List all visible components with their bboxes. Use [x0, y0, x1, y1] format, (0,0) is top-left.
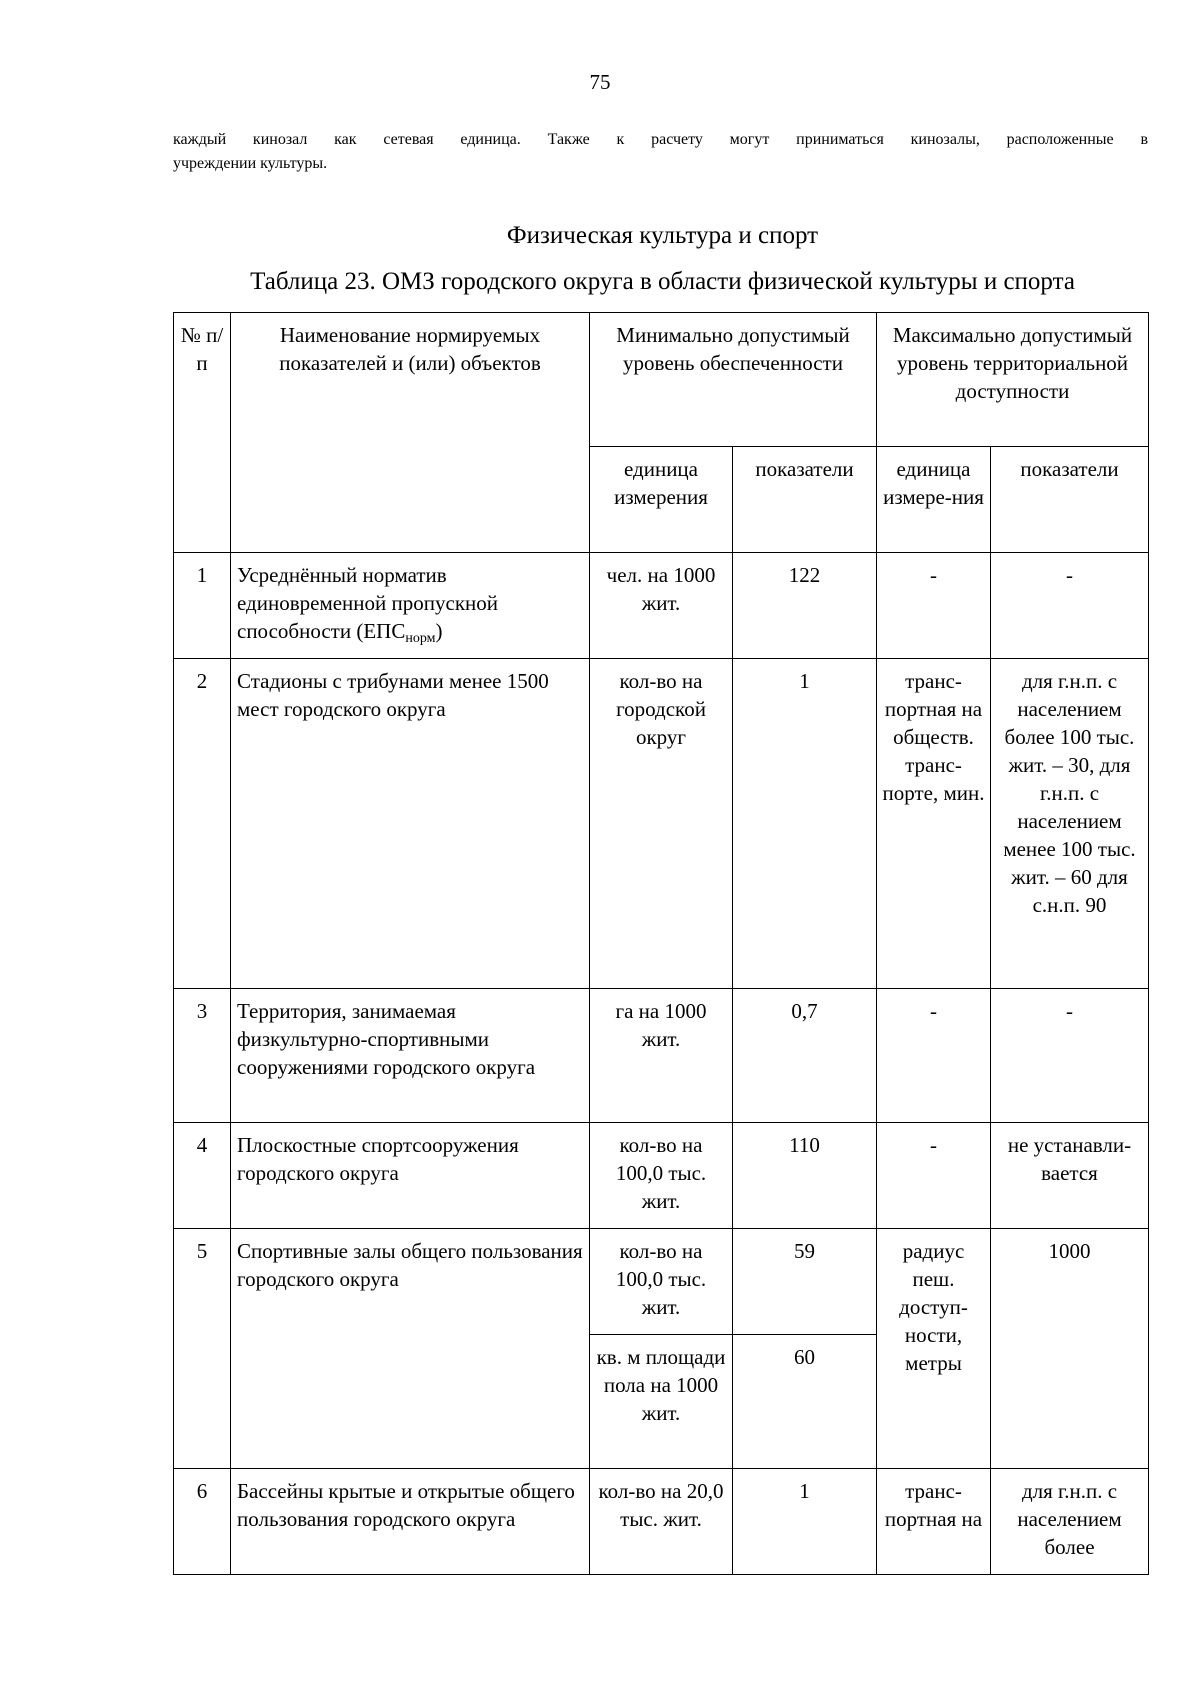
- row-value: 110: [733, 1123, 877, 1229]
- row-value: 0,7: [733, 989, 877, 1123]
- row-name: [231, 553, 590, 659]
- table-row: [174, 989, 1149, 1123]
- row-name-subscript: норм: [405, 631, 436, 646]
- row-access-unit: -: [877, 553, 991, 659]
- row-access-value: 1000: [991, 1229, 1149, 1469]
- row-unit: кол-во на 100,0 тыс. жит.: [590, 1123, 733, 1229]
- row-value: 122: [733, 553, 877, 659]
- row-unit: кол-во на 20,0 тыс. жит.: [590, 1469, 733, 1575]
- intro-line-1: каждый кинозал как сетевая единица. Также к расчету могут приниматься кинозалы, расположенные в: [173, 131, 1148, 148]
- row-value: 1: [733, 659, 877, 989]
- table-row: [174, 1123, 1149, 1229]
- row-value: 59: [733, 1229, 877, 1335]
- row-value: 60: [733, 1335, 877, 1469]
- row-name-tail: ): [435, 619, 443, 643]
- row-access-unit: транс-портная на обществ. транс-порте, мин.: [877, 659, 991, 989]
- header-indicators: показатели: [733, 447, 877, 553]
- row-unit: кол-во на городской округ: [590, 659, 733, 989]
- header-indicators-2: показатели: [991, 447, 1149, 553]
- row-access-value: для г.н.п. с населением более 100 тыс. жит. – 30, для г.н.п. с населением менее 100 тыс. жит. – 60 для с.н.п. 90: [991, 659, 1149, 989]
- header-unit-2: единица измере-ния: [877, 447, 991, 553]
- row-num: 5: [174, 1229, 231, 1469]
- row-num: 3: [174, 989, 231, 1123]
- row-value: 1: [733, 1469, 877, 1575]
- row-num: 4: [174, 1123, 231, 1229]
- row-access-value: -: [991, 553, 1149, 659]
- table-row: [174, 553, 1149, 659]
- row-name: Бассейны крытые и открытые общего пользования городского округа: [231, 1469, 590, 1575]
- row-unit: кол-во на 100,0 тыс. жит.: [590, 1229, 733, 1335]
- row-num: 2: [174, 659, 231, 989]
- row-access-unit: транс-портная на: [877, 1469, 991, 1575]
- header-min-level: Минимально допустимый уровень обеспеченности: [590, 313, 877, 447]
- header-unit: единица измерения: [590, 447, 733, 553]
- row-unit: чел. на 1000 жит.: [590, 553, 733, 659]
- row-access-value: -: [991, 989, 1149, 1123]
- table-header-row: [174, 313, 1149, 447]
- header-num: № п/п: [174, 313, 231, 553]
- row-name: Территория, занимаемая физкультурно-спортивными сооружениями городского округа: [231, 989, 590, 1123]
- row-access-unit: радиус пеш. доступ-ности, метры: [877, 1229, 991, 1469]
- row-unit: кв. м площади пола на 1000 жит.: [590, 1335, 733, 1469]
- row-access-unit: -: [877, 1123, 991, 1229]
- row-num: 6: [174, 1469, 231, 1575]
- row-name: Стадионы с трибунами менее 1500 мест городского округа: [231, 659, 590, 989]
- row-name: Плоскостные спортсооружения городского округа: [231, 1123, 590, 1229]
- table-caption: Таблица 23. ОМЗ городского округа в области физической культуры и спорта: [250, 268, 1075, 295]
- intro-paragraph: [173, 128, 1148, 176]
- row-name-text: Усреднённый норматив единовременной пропускной способности (ЕПС: [237, 563, 498, 643]
- table-row: [174, 1229, 1149, 1335]
- header-max-access: Максимально допустимый уровень территориальной доступности: [877, 313, 1149, 447]
- row-access-value: для г.н.п. с населением более: [991, 1469, 1149, 1575]
- table-row: [174, 1469, 1149, 1575]
- table-row: [174, 659, 1149, 989]
- page-number: 75: [589, 70, 611, 94]
- sports-standards-table: [173, 312, 1149, 1575]
- row-num: 1: [174, 553, 231, 659]
- row-access-unit: -: [877, 989, 991, 1123]
- row-unit: га на 1000 жит.: [590, 989, 733, 1123]
- section-title: Физическая культура и спорт: [506, 222, 819, 249]
- row-name: Спортивные залы общего пользования городского округа: [231, 1229, 590, 1469]
- header-name: Наименование нормируемых показателей и (или) объектов: [231, 313, 590, 553]
- intro-line-2: учреждении культуры.: [173, 155, 328, 172]
- row-access-value: не устанавли-вается: [991, 1123, 1149, 1229]
